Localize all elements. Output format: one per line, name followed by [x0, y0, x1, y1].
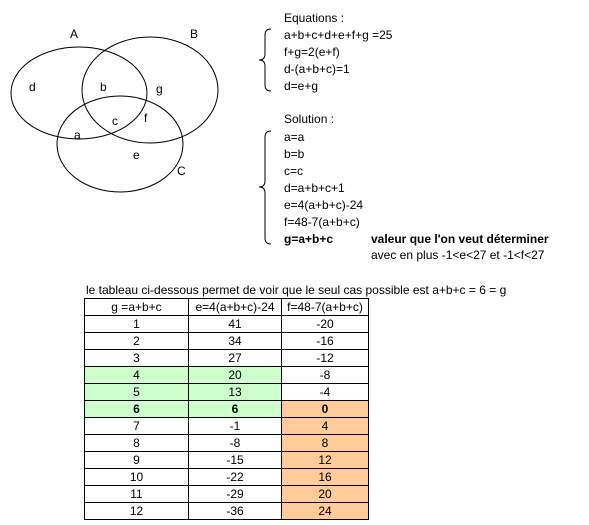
equations-brace	[258, 28, 274, 92]
table-cell: 5	[85, 384, 189, 401]
table-cell: 7	[85, 418, 189, 435]
solution-final-line: g=a+b+c	[284, 232, 334, 246]
set-label-a: A	[70, 27, 79, 41]
table-row	[85, 503, 369, 520]
table-row	[85, 384, 369, 401]
table-row	[85, 486, 369, 503]
region-label-f: f	[144, 111, 148, 125]
table-cell: -15	[189, 452, 282, 469]
solution-note: valeur que l'on veut déterminer	[371, 232, 549, 246]
circle-c	[57, 96, 183, 192]
equation-line: f+g=2(e+f)	[284, 45, 340, 59]
table-row	[85, 316, 369, 333]
table-cell: 9	[85, 452, 189, 469]
set-label-b: B	[190, 27, 199, 41]
table-cell: -29	[189, 486, 282, 503]
table-row	[85, 367, 369, 384]
solution-line: a=a	[284, 130, 305, 144]
solution-constraints: avec en plus -1<e<27 et -1<f<27	[371, 248, 545, 262]
table-row-solution	[85, 401, 369, 418]
region-label-g: g	[156, 82, 163, 96]
table-cell: -22	[189, 469, 282, 486]
table-cell: 2	[85, 333, 189, 350]
table-row	[85, 418, 369, 435]
table-row	[85, 435, 369, 452]
table-cell: 8	[282, 435, 369, 452]
values-table	[84, 298, 369, 520]
table-cell: 4	[85, 367, 189, 384]
table-cell: 4	[282, 418, 369, 435]
table-cell: 10	[85, 469, 189, 486]
table-cell: -36	[189, 503, 282, 520]
table-cell: -20	[282, 316, 369, 333]
table-cell: 12	[85, 503, 189, 520]
solution-title: Solution :	[284, 112, 335, 126]
table-cell: 20	[282, 486, 369, 503]
region-label-d: d	[29, 80, 36, 94]
solution-line: d=a+b+c+1	[284, 181, 345, 195]
table-cell: -16	[282, 333, 369, 350]
equation-line: d-(a+b+c)=1	[284, 62, 350, 76]
table-cell: -4	[282, 384, 369, 401]
table-cell: 1	[85, 316, 189, 333]
equations-title: Equations :	[284, 11, 345, 25]
table-cell: -8	[282, 367, 369, 384]
table-cell: 16	[282, 469, 369, 486]
table-cell: 6	[189, 401, 282, 418]
table-cell: 41	[189, 316, 282, 333]
table-cell: 24	[282, 503, 369, 520]
venn-diagram	[0, 0, 270, 210]
region-label-e: e	[133, 148, 140, 162]
equation-line: a+b+c+d+e+f+g =25	[284, 28, 393, 42]
table-cell: -8	[189, 435, 282, 452]
equation-line: d=e+g	[284, 79, 319, 93]
header-cell: g =a+b+c	[85, 299, 189, 316]
region-label-b: b	[100, 80, 107, 94]
table-row	[85, 350, 369, 367]
table-cell: 20	[189, 367, 282, 384]
solution-line: c=c	[284, 164, 304, 178]
table-row	[85, 333, 369, 350]
table-row	[85, 469, 369, 486]
region-label-a: a	[74, 128, 81, 142]
header-cell: e=4(a+b+c)-24	[189, 299, 282, 316]
table-row	[85, 452, 369, 469]
set-label-c: C	[177, 164, 186, 178]
table-cell: -12	[282, 350, 369, 367]
table-cell: 8	[85, 435, 189, 452]
table-cell: 13	[189, 384, 282, 401]
table-caption: le tableau ci-dessous permet de voir que le seul cas possible est a+b+c = 6 = g	[86, 283, 507, 297]
solution-line: f=48-7(a+b+c)	[284, 215, 360, 229]
table-header-row	[85, 299, 369, 316]
solution-brace	[258, 130, 274, 245]
table-cell: 34	[189, 333, 282, 350]
solution-line: b=b	[284, 147, 305, 161]
table-cell: 11	[85, 486, 189, 503]
header-cell: f=48-7(a+b+c)	[282, 299, 369, 316]
table-cell: 27	[189, 350, 282, 367]
table-cell: 3	[85, 350, 189, 367]
solution-line: e=4(a+b+c)-24	[284, 198, 364, 212]
table-cell: -1	[189, 418, 282, 435]
table-cell: 12	[282, 452, 369, 469]
table-cell: 0	[282, 401, 369, 418]
region-label-c: c	[112, 114, 118, 128]
table-cell: 6	[85, 401, 189, 418]
